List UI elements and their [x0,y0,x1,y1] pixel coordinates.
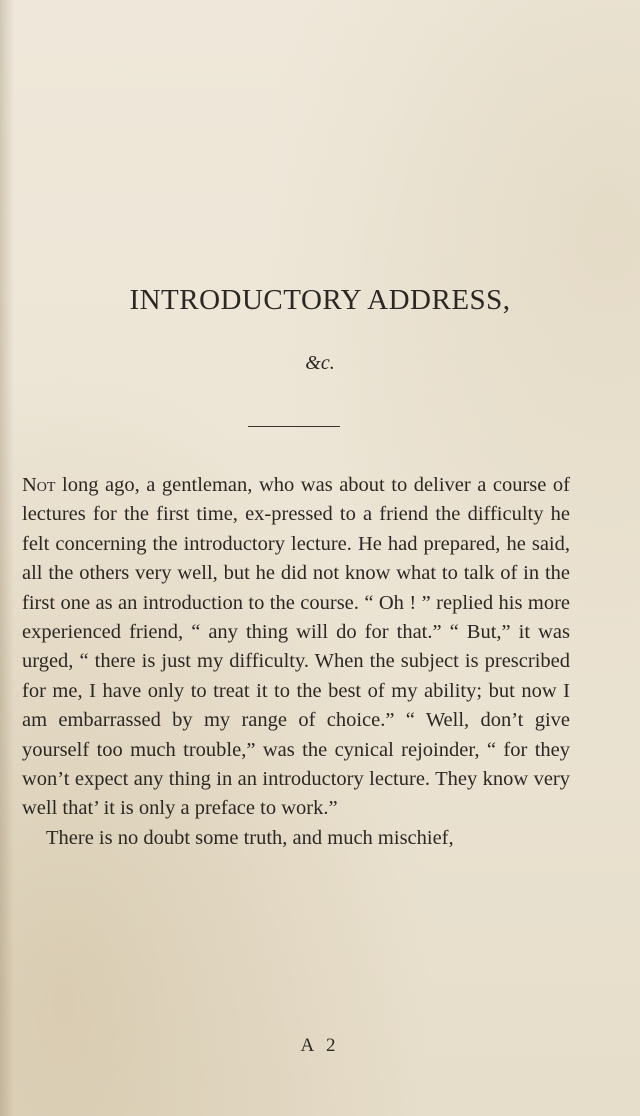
signature-mark: A 2 [300,1035,340,1056]
paragraph-2: There is no doubt some truth, and much mischief, [46,826,454,849]
body-text [22,471,570,853]
section-divider [248,426,340,427]
chapter-title: INTRODUCTORY ADDRESS, [129,284,511,316]
page-edge-shadow [0,0,14,1116]
chapter-subtitle: &c. [305,352,335,374]
paragraph-1 [22,471,570,824]
paragraph-1-opening-word: Not [22,474,56,496]
paragraph-1-text: long ago, a gentleman, who was about to deliver a course of lectures for the first time, ex-pressed to a friend the difficulty he felt concerning the introductory lecture. He had prepared, he said, all the others very well, but he did not know what to talk of in the first one as an introduction to the course. “ Oh ! ” replied his more experienced friend, “ any thing will do for that.” “ But,” it was urged, “ there is just my difficulty. When the subject is prescribed for me, I have only to treat it to the best of my ability; but now I am embarrassed by my range of choice.” “ Well, don’t give yourself too much trouble,” was the cynical rejoinder, “ for they won’t expect any thing in an introductory lecture. They know very well that’ it is only a preface to work.” [22,474,570,820]
